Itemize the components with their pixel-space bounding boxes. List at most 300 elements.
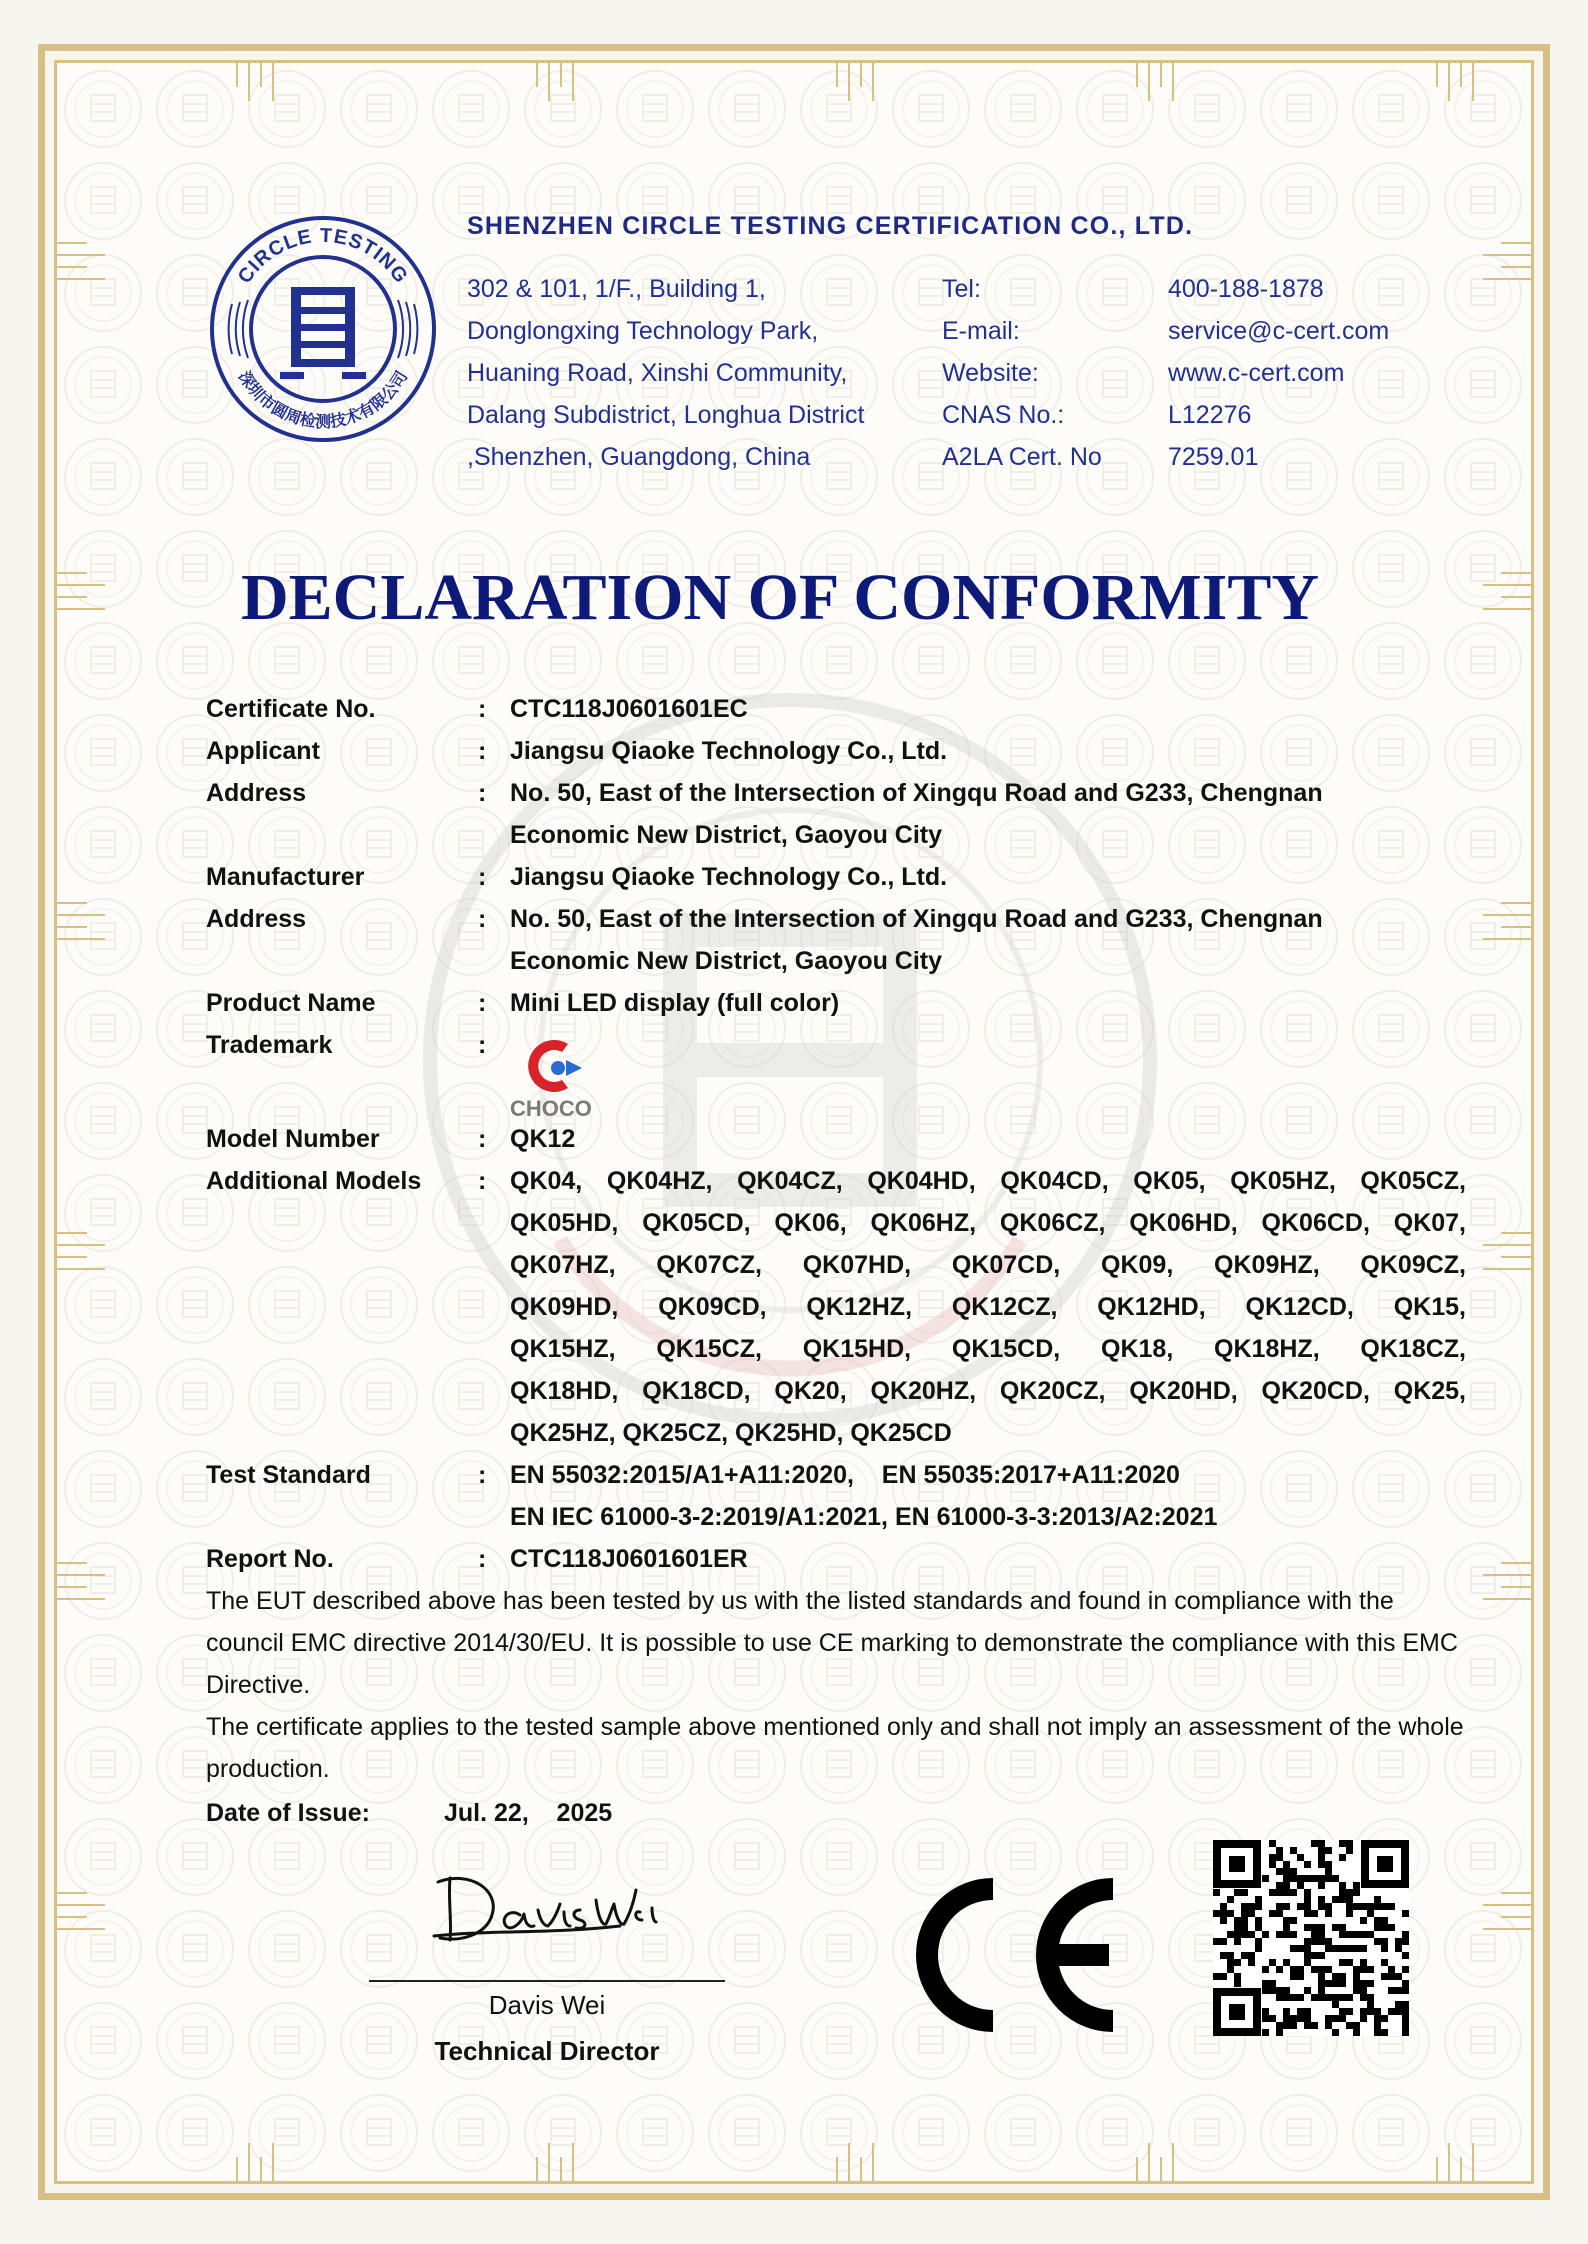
field-label: Certificate No. — [206, 695, 376, 723]
qr-module — [1283, 2022, 1290, 2029]
qr-module — [1353, 1903, 1360, 1910]
qr-module — [1402, 2029, 1409, 2036]
qr-module — [1332, 1994, 1339, 2001]
address-line: 302 & 101, 1/F., Building 1, — [467, 275, 766, 303]
qr-module — [1402, 1980, 1409, 1987]
qr-module — [1311, 1924, 1318, 1931]
qr-module — [1374, 1896, 1381, 1903]
qr-module — [1227, 1959, 1234, 1966]
applicant-address-row — [206, 772, 1466, 856]
qr-module — [1367, 1910, 1374, 1917]
qr-module — [1332, 2029, 1339, 2036]
qr-module — [1276, 1854, 1283, 1861]
qr-module — [1346, 1910, 1353, 1917]
qr-module — [1269, 1854, 1276, 1861]
qr-module — [1367, 1903, 1374, 1910]
qr-module — [1381, 1903, 1388, 1910]
models-line: QK15HZ, QK15CZ, QK15HD, QK15CD, QK18, QK18HZ, QK18CZ, — [510, 1335, 1466, 1363]
tel-label: Tel: — [942, 275, 981, 303]
qr-module — [1353, 1973, 1360, 1980]
qr-module — [1381, 2015, 1388, 2022]
product-name-row — [206, 982, 1466, 1024]
qr-module — [1304, 2022, 1311, 2029]
qr-module — [1262, 1931, 1269, 1938]
qr-module — [1395, 1973, 1402, 1980]
qr-module — [1339, 1882, 1346, 1889]
a2la-value: 7259.01 — [1168, 443, 1259, 471]
qr-module — [1220, 1952, 1227, 1959]
qr-module — [1269, 1959, 1276, 1966]
document-title: DECLARATION OF CONFORMITY — [241, 561, 1320, 634]
qr-module — [1255, 1903, 1262, 1910]
qr-module — [1353, 1966, 1360, 1973]
qr-module — [1311, 1938, 1318, 1945]
qr-module — [1346, 1959, 1353, 1966]
models-line: QK07HZ, QK07CZ, QK07HD, QK07CD, QK09, QK09HZ, QK09CZ, — [510, 1251, 1466, 1279]
qr-module — [1276, 1987, 1283, 1994]
qr-module — [1346, 1896, 1353, 1903]
field-label: Trademark — [206, 1031, 333, 1059]
qr-module — [1360, 1987, 1367, 1994]
qr-module — [1374, 2008, 1381, 2015]
qr-module — [1318, 1980, 1325, 1987]
model-number-value: QK12 — [510, 1125, 576, 1153]
qr-module — [1339, 1889, 1346, 1896]
qr-module — [1318, 1861, 1325, 1868]
qr-module — [1248, 1952, 1255, 1959]
qr-module — [1325, 1966, 1332, 1973]
field-colon: : — [478, 1545, 487, 1573]
signatory-title: Technical Director — [434, 2036, 660, 2066]
svg-text:CIRCLE TESTING: CIRCLE TESTING — [233, 224, 413, 288]
qr-module — [1234, 1973, 1241, 1980]
field-colon: : — [478, 695, 487, 723]
qr-module — [1290, 1847, 1297, 1854]
qr-module — [1332, 1896, 1339, 1903]
qr-module — [1318, 1875, 1325, 1882]
qr-module — [1241, 1931, 1248, 1938]
qr-module — [1297, 1945, 1304, 1952]
qr-module — [1311, 1994, 1318, 2001]
qr-module — [1332, 1945, 1339, 1952]
qr-module — [1367, 1966, 1374, 1973]
qr-module — [1346, 2022, 1353, 2029]
qr-module — [1283, 1917, 1290, 1924]
qr-module — [1234, 1917, 1241, 1924]
qr-module — [1269, 1840, 1276, 1847]
qr-module — [1283, 2015, 1290, 2022]
qr-module — [1325, 1945, 1332, 1952]
qr-module — [1262, 2015, 1269, 2022]
qr-module — [1234, 1889, 1241, 1896]
field-label: Test Standard — [206, 1461, 371, 1489]
qr-module — [1311, 2022, 1318, 2029]
qr-module — [1213, 1889, 1220, 1896]
qr-module — [1262, 1980, 1269, 1987]
qr-module — [1290, 1966, 1297, 1973]
qr-module — [1402, 2022, 1409, 2029]
qr-module — [1367, 1931, 1374, 1938]
applicant-value: Jiangsu Qiaoke Technology Co., Ltd. — [510, 737, 948, 765]
qr-module — [1339, 1854, 1346, 1861]
a2la-label: A2LA Cert. No — [942, 443, 1102, 471]
choco-trademark-logo — [510, 1038, 610, 1118]
field-label: Manufacturer — [206, 863, 365, 891]
date-of-issue-label: Date of Issue: — [206, 1799, 370, 1827]
qr-module — [1339, 1994, 1346, 2001]
qr-module — [1339, 1840, 1346, 1847]
field-colon: : — [478, 1125, 487, 1153]
address-line: No. 50, East of the Intersection of Xingqu Road and G233, Chengnan — [510, 905, 1323, 933]
test-standard-row — [206, 1454, 1466, 1538]
qr-module — [1304, 1987, 1311, 1994]
date-of-issue-row — [206, 1792, 1466, 1834]
qr-module — [1269, 1980, 1276, 1987]
address-line: Dalang Subdistrict, Longhua District — [467, 401, 865, 429]
qr-module — [1332, 1924, 1339, 1931]
qr-module — [1227, 1931, 1234, 1938]
address-line: Economic New District, Gaoyou City — [510, 821, 943, 849]
qr-module — [1395, 1987, 1402, 1994]
qr-module — [1311, 1840, 1318, 1847]
qr-module — [1248, 1959, 1255, 1966]
certificate-fields — [206, 688, 1466, 1834]
qr-module — [1290, 1973, 1297, 1980]
qr-module — [1290, 1917, 1297, 1924]
qr-module — [1276, 2022, 1283, 2029]
qr-module — [1276, 1994, 1283, 2001]
qr-module — [1241, 1889, 1248, 1896]
qr-module — [1388, 1966, 1395, 1973]
company-address — [467, 268, 864, 478]
qr-module — [1220, 1903, 1227, 1910]
field-colon: : — [478, 863, 487, 891]
qr-module — [1360, 1917, 1367, 1924]
qr-module — [1269, 1861, 1276, 1868]
qr-module — [1227, 1966, 1234, 1973]
qr-module — [1325, 1875, 1332, 1882]
qr-module — [1318, 1924, 1325, 1931]
website-label: Website: — [942, 359, 1039, 387]
qr-module — [1353, 2022, 1360, 2029]
qr-module — [1283, 1903, 1290, 1910]
field-label: Address — [206, 779, 307, 807]
qr-module — [1297, 1966, 1304, 1973]
qr-module — [1395, 1945, 1402, 1952]
qr-module — [1325, 1868, 1332, 1875]
qr-module — [1283, 1994, 1290, 2001]
qr-module — [1381, 1938, 1388, 1945]
qr-module — [1346, 1994, 1353, 2001]
qr-module — [1304, 1952, 1311, 1959]
qr-module — [1290, 1994, 1297, 2001]
certificate-no-row — [206, 688, 1466, 730]
qr-module — [1402, 2008, 1409, 2015]
qr-module — [1374, 2029, 1381, 2036]
qr-module — [1297, 1882, 1304, 1889]
field-colon: : — [478, 737, 487, 765]
qr-module — [1290, 2015, 1297, 2022]
qr-module — [1304, 1959, 1311, 1966]
qr-module — [1332, 1980, 1339, 1987]
models-line: QK09HD, QK09CD, QK12HZ, QK12CZ, QK12HD, QK12CD, QK15, — [510, 1293, 1466, 1321]
qr-module — [1388, 1973, 1395, 1980]
qr-module — [1367, 1994, 1374, 2001]
qr-module — [1255, 1896, 1262, 1903]
qr-module — [1276, 1966, 1283, 1973]
qr-module — [1374, 1903, 1381, 1910]
qr-module — [1402, 1952, 1409, 1959]
qr-module — [1213, 1973, 1220, 1980]
qr-module — [1360, 1994, 1367, 2001]
standard-line: EN 55032:2015/A1+A11:2020, EN 55035:2017+A11:2020 — [510, 1461, 1180, 1489]
address-line: ,Shenzhen, Guangdong, China — [467, 443, 811, 471]
qr-module — [1283, 1924, 1290, 1931]
qr-module — [1325, 1847, 1332, 1854]
qr-module — [1262, 1987, 1269, 1994]
qr-module — [1283, 1889, 1290, 1896]
qr-module — [1402, 2001, 1409, 2008]
qr-module — [1325, 2015, 1332, 2022]
qr-module — [1360, 1945, 1367, 1952]
qr-module — [1276, 2029, 1283, 2036]
qr-module — [1381, 1945, 1388, 1952]
qr-module — [1360, 1931, 1367, 1938]
qr-module — [1346, 2008, 1353, 2015]
qr-module — [1374, 2022, 1381, 2029]
qr-module — [1318, 1938, 1325, 1945]
qr-module — [1276, 1903, 1283, 1910]
ce-mark-icon — [905, 1875, 1125, 2035]
qr-module — [1234, 1931, 1241, 1938]
test-standard-value — [510, 1454, 1466, 1538]
qr-module — [1234, 1959, 1241, 1966]
qr-module — [1339, 1945, 1346, 1952]
field-label: Report No. — [206, 1545, 334, 1573]
qr-module — [1353, 1980, 1360, 1987]
contact-labels — [942, 268, 1102, 478]
qr-module — [1248, 1931, 1255, 1938]
address-line: Economic New District, Gaoyou City — [510, 947, 943, 975]
address-line: Huaning Road, Xinshi Community, — [467, 359, 848, 387]
qr-module — [1283, 1868, 1290, 1875]
manufacturer-address-row — [206, 898, 1466, 982]
email-value: service@c-cert.com — [1168, 317, 1390, 345]
field-colon: : — [478, 1461, 487, 1489]
qr-module — [1346, 1945, 1353, 1952]
qr-module — [1318, 1903, 1325, 1910]
qr-module — [1241, 1952, 1248, 1959]
qr-module — [1269, 1987, 1276, 1994]
qr-module — [1290, 1931, 1297, 1938]
cnas-value: L12276 — [1168, 401, 1252, 429]
qr-module — [1255, 1938, 1262, 1945]
qr-module — [1227, 1952, 1234, 1959]
qr-module — [1304, 1910, 1311, 1917]
qr-module — [1318, 1896, 1325, 1903]
qr-module — [1395, 1938, 1402, 1945]
qr-module — [1367, 2001, 1374, 2008]
qr-module — [1262, 2029, 1269, 2036]
address-line: No. 50, East of the Intersection of Xingqu Road and G233, Chengnan — [510, 779, 1323, 807]
field-label: Additional Models — [206, 1167, 422, 1195]
qr-module — [1227, 1896, 1234, 1903]
qr-module — [1213, 1910, 1220, 1917]
qr-module — [1269, 2015, 1276, 2022]
field-label: Product Name — [206, 989, 376, 1017]
qr-module — [1283, 1882, 1290, 1889]
qr-module — [1360, 1980, 1367, 1987]
qr-module — [1304, 1875, 1311, 1882]
qr-module — [1262, 2008, 1269, 2015]
qr-module — [1220, 1973, 1227, 1980]
qr-module — [1227, 1910, 1234, 1917]
qr-module — [1318, 1847, 1325, 1854]
qr-module — [1318, 1882, 1325, 1889]
handwritten-signature — [430, 1860, 660, 1960]
qr-module — [1283, 1861, 1290, 1868]
qr-module — [1276, 1910, 1283, 1917]
qr-module — [1276, 1868, 1283, 1875]
models-line: QK25HZ, QK25CZ, QK25HD, QK25CD — [510, 1419, 952, 1447]
qr-module — [1339, 2008, 1346, 2015]
qr-module — [1318, 1931, 1325, 1938]
qr-module — [1367, 1980, 1374, 1987]
field-colon: : — [478, 989, 487, 1017]
manufacturer-row — [206, 856, 1466, 898]
qr-code-icon — [1213, 1840, 1409, 2036]
qr-module — [1367, 2008, 1374, 2015]
qr-module — [1381, 1973, 1388, 1980]
qr-module — [1388, 2008, 1395, 2015]
qr-module — [1290, 1889, 1297, 1896]
qr-module — [1304, 1896, 1311, 1903]
qr-module — [1276, 1889, 1283, 1896]
qr-module — [1304, 1903, 1311, 1910]
qr-module — [1339, 1973, 1346, 1980]
qr-module — [1332, 1875, 1339, 1882]
qr-module — [1283, 1931, 1290, 1938]
qr-module — [1388, 1903, 1395, 1910]
qr-module — [1339, 1931, 1346, 1938]
qr-module — [1374, 2015, 1381, 2022]
qr-module — [1220, 1938, 1227, 1945]
qr-module — [1276, 1931, 1283, 1938]
model-number-row — [206, 1118, 1466, 1160]
applicant-row — [206, 730, 1466, 772]
qr-module — [1353, 1931, 1360, 1938]
qr-module — [1311, 1966, 1318, 1973]
qr-module — [1318, 1994, 1325, 2001]
qr-module — [1402, 1910, 1409, 1917]
qr-module — [1381, 1924, 1388, 1931]
qr-module — [1339, 1959, 1346, 1966]
qr-module — [1360, 2008, 1367, 2015]
qr-module — [1241, 1903, 1248, 1910]
field-label: Applicant — [206, 737, 320, 765]
qr-module — [1241, 1924, 1248, 1931]
qr-module — [1346, 1931, 1353, 1938]
field-label: Model Number — [206, 1125, 380, 1153]
company-name: SHENZHEN CIRCLE TESTING CERTIFICATION CO., LTD. — [467, 212, 1194, 240]
qr-module — [1297, 1854, 1304, 1861]
standard-line: EN IEC 61000-3-2:2019/A1:2021, EN 61000-3-3:2013/A2:2021 — [510, 1503, 1218, 1531]
qr-module — [1353, 2029, 1360, 2036]
product-name-value: Mini LED display (full color) — [510, 989, 840, 1017]
qr-module — [1290, 2022, 1297, 2029]
qr-module — [1381, 1959, 1388, 1966]
qr-module — [1304, 2008, 1311, 2015]
qr-module — [1381, 2029, 1388, 2036]
qr-module — [1346, 1840, 1353, 1847]
qr-module — [1339, 1896, 1346, 1903]
qr-module — [1248, 1903, 1255, 1910]
qr-module — [1374, 1924, 1381, 1931]
qr-module — [1304, 2015, 1311, 2022]
qr-module — [1311, 1952, 1318, 1959]
manufacturer-value: Jiangsu Qiaoke Technology Co., Ltd. — [510, 863, 948, 891]
qr-module — [1318, 1952, 1325, 1959]
qr-module — [1290, 1868, 1297, 1875]
qr-module — [1304, 1924, 1311, 1931]
qr-module — [1402, 1966, 1409, 1973]
qr-module — [1311, 1931, 1318, 1938]
cnas-label: CNAS No.: — [942, 401, 1065, 429]
qr-module — [1297, 2015, 1304, 2022]
field-colon: : — [478, 1167, 487, 1195]
address-line: Donglongxing Technology Park, — [467, 317, 819, 345]
qr-module — [1290, 1875, 1297, 1882]
qr-module — [1374, 1938, 1381, 1945]
qr-module — [1325, 1910, 1332, 1917]
qr-module — [1234, 1938, 1241, 1945]
tel-value: 400-188-1878 — [1168, 275, 1324, 303]
models-line: QK05HD, QK05CD, QK06, QK06HZ, QK06CZ, QK06HD, QK06CD, QK07, — [510, 1209, 1466, 1237]
qr-module — [1269, 1889, 1276, 1896]
svg-text:CHOCO: CHOCO — [510, 1096, 592, 1118]
qr-module — [1269, 1910, 1276, 1917]
qr-module — [1325, 1980, 1332, 1987]
qr-module — [1297, 1875, 1304, 1882]
qr-module — [1297, 1903, 1304, 1910]
qr-module — [1241, 1917, 1248, 1924]
qr-module — [1311, 1910, 1318, 1917]
qr-module — [1402, 2015, 1409, 2022]
qr-module — [1255, 1945, 1262, 1952]
qr-module — [1374, 1917, 1381, 1924]
report-no-row — [206, 1538, 1466, 1580]
report-no-value: CTC118J0601601ER — [510, 1545, 748, 1573]
qr-module — [1402, 1987, 1409, 1994]
email-label: E-mail: — [942, 317, 1020, 345]
qr-module — [1353, 1987, 1360, 1994]
qr-module — [1241, 1910, 1248, 1917]
trademark-row — [206, 1024, 1466, 1118]
trademark-value — [510, 1024, 1466, 1118]
qr-module — [1318, 1854, 1325, 1861]
qr-module — [1262, 1966, 1269, 1973]
qr-module — [1234, 1980, 1241, 1987]
qr-module — [1339, 1980, 1346, 1987]
company-logo-seal — [208, 214, 438, 444]
qr-module — [1346, 1847, 1353, 1854]
qr-module — [1325, 1903, 1332, 1910]
models-line: QK04, QK04HZ, QK04CZ, QK04HD, QK04CD, QK05, QK05HZ, QK05CZ, — [510, 1167, 1466, 1195]
field-colon: : — [478, 1031, 487, 1059]
qr-module — [1402, 1931, 1409, 1938]
scope-paragraph: The certificate applies to the tested sample above mentioned only and shall not imply an assessment of the whole production. — [206, 1713, 1464, 1783]
qr-module — [1381, 1917, 1388, 1924]
